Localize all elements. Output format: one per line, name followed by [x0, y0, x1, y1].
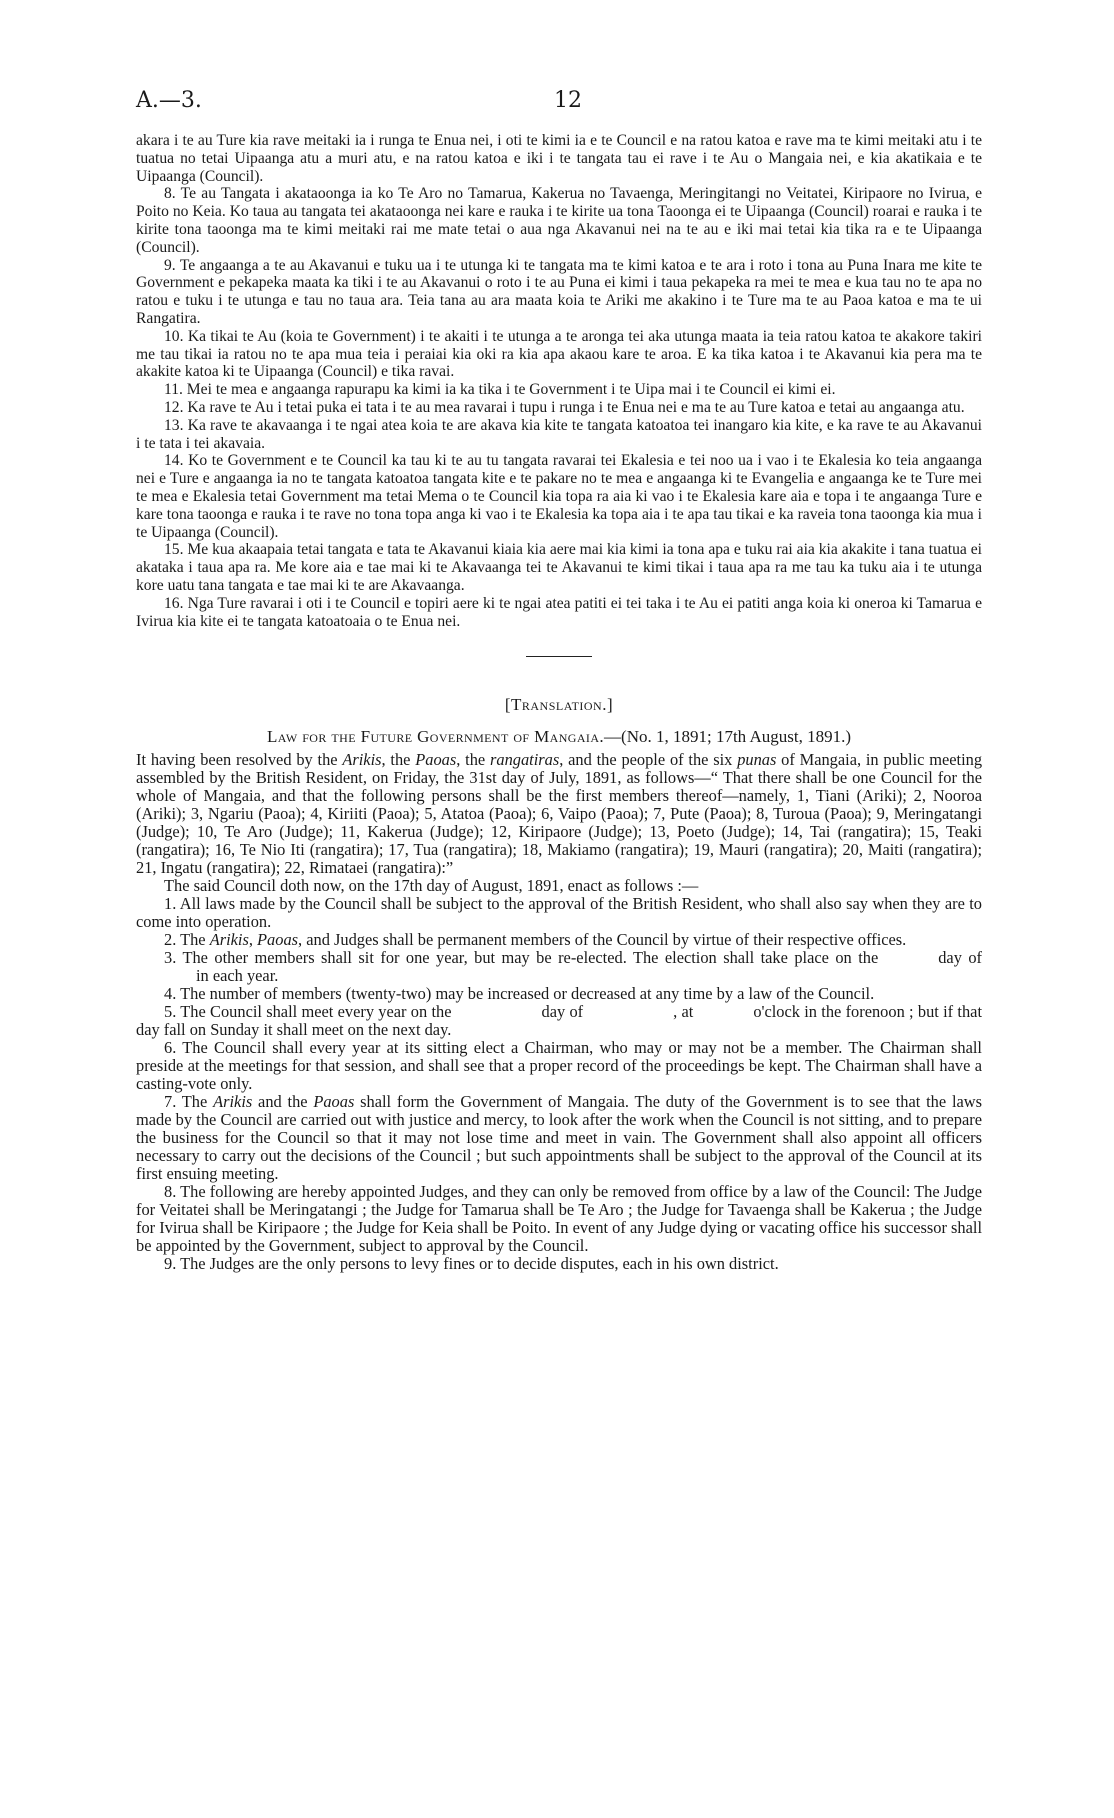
maori-clause-10: 10. Ka tikai te Au (koia te Government) i te akaiti i te utunga a te aronga tei aka utunga maata ia teia ratou katoa te akakore takiri me tau tikai ia ratou no te apa mua teia i peraiai kia oki ra kia apa akaou kare te aroa. E ka tika katoa i te Akavanui kia pera ma te akakite katoa ki te Uipaanga (Council) e tika ravai. — [136, 327, 982, 381]
maori-clause-14: 14. Ko te Government e te Council ka tau ki te au tu tangata ravarai tei Ekalesia e tei noo ua i vao i te Ekalesia ko teia angaanga nei e Ture e angaanga ia no te tangata katoatoa tangata kite e te pakare no te mea e angaanga ki te Evangelia e angaanga ke te Ture mei te mea e Ekalesia tetai Government ma tetai Mema o te Council kia topa ra aia ki vao i te Ekalesia kare aia e topa i te angaanga Ture e kare tona taoonga e rauka i te rave no tona topa anga ki vao i te Ekalesia ka topa aia i te apa tau tikai e ka raveia tona taoonga kia mua i te Uipaanga (Council). — [136, 452, 982, 541]
law-title — [136, 727, 982, 747]
preamble-term-punas: punas — [737, 750, 777, 770]
section-text: 5. The Council shall meet every year on the — [164, 1002, 452, 1022]
section-text: 7. The — [164, 1092, 214, 1112]
english-section-4: 4. The number of members (twenty-two) may be increased or decreased at any time by a law of the Council. — [164, 984, 875, 1004]
english-enacting-clause: The said Council doth now, on the 17th day of August, 1891, enact as follows :— — [164, 876, 699, 896]
page-header — [136, 88, 982, 128]
section-text: in each year. — [196, 966, 279, 986]
maori-clause-16: 16. Nga Ture ravarai i oti i te Council e topiri aere ki te ngai atea patiti ei tei taka i te Au ei patiti anga koia ki oneroa ki Tamarua e Ivirua kia kite ei te tangata katoatoaia o te Enua nei. — [136, 594, 982, 630]
preamble-term-rangatiras: rangatiras — [490, 750, 560, 770]
english-translation-section — [136, 751, 982, 1273]
maori-text-section — [136, 132, 982, 630]
law-title-meta: —(No. 1, 1891; 17th August, 1891.) — [604, 727, 852, 747]
section-text: , and Judges shall be permanent members of the Council by virtue of their respective offices. — [298, 930, 907, 950]
preamble-text: , the — [381, 750, 416, 770]
english-section-3 — [136, 949, 982, 985]
preamble-text: , the — [456, 750, 490, 770]
section-text: 3. The other members shall sit for one year, but may be re-elected. The election shall take place on the — [164, 948, 879, 968]
section-divider — [526, 656, 592, 657]
maori-clause-8: 8. Te au Tangata i akataoonga ia ko Te Aro no Tamarua, Kakerua no Tavaenga, Meringitangi no Veitatei, Kiripaore no Ivirua, e Poito no Keia. Ko taua au tangata tei akataoonga nei kare e rauka i te kirite ua tona Taoonga ei te Uipaanga (Council) roarai e rauka i te kirite tona taoonga ma te kimi meitaki rai me mate tetai o aua nga Akavanui nei na te au e iki mai tetai kia tika ra e te Uipaanga (Council). — [136, 185, 982, 256]
section-text: o'clock in the forenoon ; but if that day fall on Sunday it shall meet on the next day. — [136, 1002, 982, 1040]
section-text: and the — [252, 1092, 314, 1112]
maori-clause-11: 11. Mei te mea e angaanga rapurapu ka kimi ia ka tika i te Government i te Uipa mai i te Council ei kimi ei. — [164, 381, 836, 399]
english-section-2 — [136, 931, 982, 949]
translation-heading: [Translation.] — [504, 695, 614, 715]
preamble-text: , and the people of the six — [559, 750, 738, 770]
english-section-9: 9. The Judges are the only persons to levy fines or to decide disputes, each in his own district. — [164, 1254, 779, 1274]
section-term-paoas: Paoas — [257, 930, 299, 950]
maori-clause-9: 9. Te angaanga a te au Akavanui e tuku ua i te utunga ki te tangata ma te kimi katoa e te ara i roto i tona au Puna Inara me kite te Government e pekapeka maata ka tiki i te au Akavanui o roto i te au Puna ei kimi i taua pekapeka ra mei te mea e kua tau no te apa no ratou e tuku i te utunga e tau no taua ara. Teia tana au ara maata koia te Ariki me akakino i te Ture ma te au Paoa katoa e ma te ui Rangatira. — [136, 256, 982, 327]
preamble-text: It having been resolved by the — [136, 750, 343, 770]
page-number: 12 — [554, 88, 582, 113]
section-text: 2. The — [164, 930, 210, 950]
section-term-arikis: Arikis — [209, 930, 249, 950]
law-title-main: Law for the Future Government of Mangaia. — [266, 727, 605, 747]
maori-clause-13: 13. Ka rave te akavaanga i te ngai atea koia te are akava kia kite te tangata katoatoa tei inangaro kia kite, e ka rave te au Akavanui i te tata i tei akavaia. — [136, 416, 982, 452]
document-reference: A.—3. — [136, 88, 202, 113]
english-preamble — [136, 751, 982, 877]
english-section-1: 1. All laws made by the Council shall be subject to the approval of the British Resident, who shall also say when they are to come into operation. — [136, 894, 982, 932]
english-section-7 — [136, 1093, 982, 1183]
section-term-arikis: Arikis — [213, 1092, 253, 1112]
maori-clause-15: 15. Me kua akaapaia tetai tangata e tata te Akavanui kiaia kia aere mai kia kimi ia tona apa e tuku rai aia kia akakite i tana tuatua ei akataka i taua apa ra. Me kore aia e tae mai ki te Akavaanga tei te Akavanui te kimi tikai i taua apa ra me tau ka tuku aia i te utunga kore uatu tana tangata e tae mai ki te are Akavaanga. — [136, 541, 982, 594]
section-term-paoas: Paoas — [313, 1092, 355, 1112]
maori-clause-12: 12. Ka rave te Au i tetai puka ei tata i te au mea ravarai i tupu i runga i te Enua nei e ma te au Ture katoa e tetai au angaanga atu. — [164, 398, 965, 416]
section-text: shall form the Government of Mangaia. The duty of the Government is to see that the laws made by the Council are carried out with justice and mercy, to look after the work when the Council is not sitting, and to prepare the business for the Council so that it may not lose time and meet in vain. The Government shall also appoint all officers necessary to carry out the decisions of the Council ; but such appointments shall be subject to the approval of the Council at its first ensuing meeting. — [136, 1092, 982, 1184]
preamble-term-arikis: Arikis — [342, 750, 382, 770]
preamble-text: of Mangaia, in public meeting assembled by the British Resident, on Friday, the 31st day of July, 1891, as follows—“ That there shall be one Council for the whole of Mangaia, and that the following persons shall be the first members thereof—namely, 1, Tiani (Ariki); 2, Nooroa (Ariki); 3, Ngariu (Paoa); 4, Kiriiti (Paoa); 5, Atatoa (Paoa); 6, Vaipo (Paoa); 7, Pute (Paoa); 8, Turoua (Paoa); 9, Meringatangi (Judge); 10, Te Aro (Judge); 11, Kakerua (Judge); 12, Kiripaore (Judge); 13, Poeto (Judge); 14, Tai (rangatira); 15, Teaki (rangatira); 16, Te Nio Iti (rangatira); 17, Tua (rangatira); 18, Makiamo (rangatira); 19, Mauri (rangatira); 20, Maiti (rangatira); 21, Ingatu (rangatira); 22, Rimataei (rangatira):” — [136, 750, 983, 878]
english-section-8: 8. The following are hereby appointed Judges, and they can only be removed from office by a law of the Council: The Judge for Veitatei shall be Meringatangi ; the Judge for Tamarua shall be Te Aro ; the Judge for Tavaenga shall be Kakerua ; the Judge for Ivirua shall be Kiripaore ; the Judge for Keia shall be Poito. In event of any Judge dying or vacating office his successor shall be appointed by the Government, subject to approval by the Council. — [136, 1182, 982, 1256]
section-text: day of — [938, 948, 983, 968]
preamble-term-paoas: Paoas — [415, 750, 457, 770]
maori-paragraph-continued: akara i te au Ture kia rave meitaki ia i runga te Enua nei, i oti te kimi ia e te Council e na ratou katoa e rave ma te kimi meitaki atu i te tuatua no tetai Uipaanga atu a muri atu, e na ratou katoa e iki i te tangata tau ei rave i te Au o Mangaia nei, e kia akatikaia e te Uipaanga (Council). — [136, 132, 982, 185]
section-text: , at — [673, 1002, 694, 1022]
english-section-5 — [136, 1003, 982, 1039]
english-section-6: 6. The Council shall every year at its sitting elect a Chairman, who may or may not be a member. The Chairman shall preside at the meetings for that session, and shall see that a proper record of the proceedings be kept. The Chairman shall have a casting-vote only. — [136, 1038, 982, 1094]
section-text: , — [248, 930, 258, 950]
section-text: day of — [541, 1002, 584, 1022]
